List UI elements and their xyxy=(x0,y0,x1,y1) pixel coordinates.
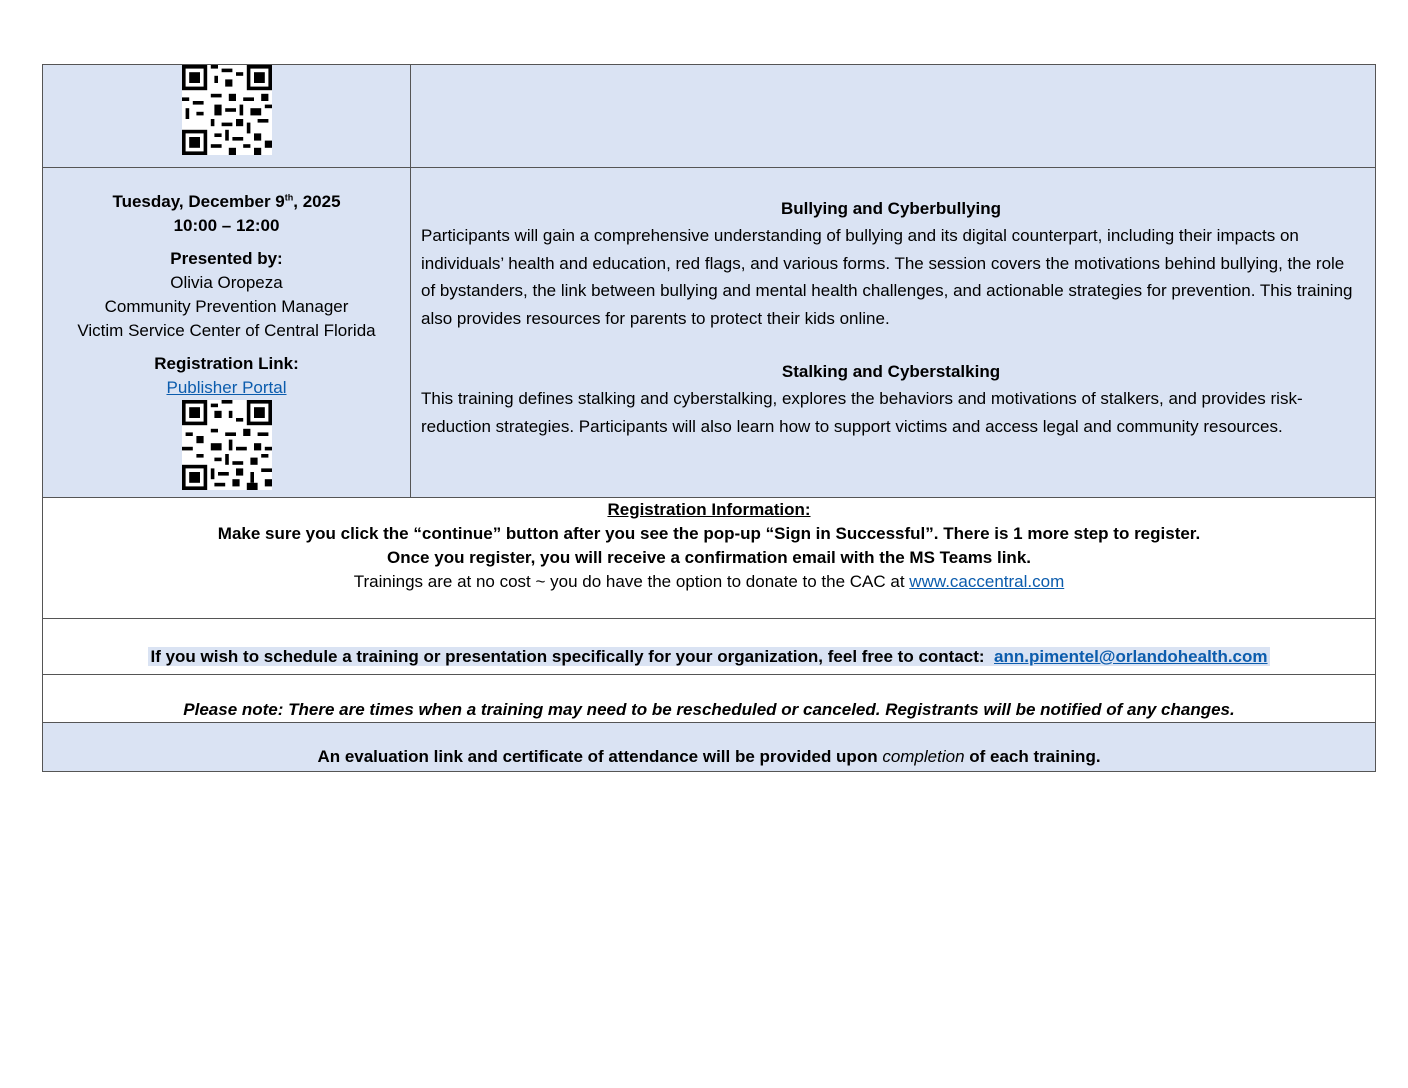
topic-title: Bullying and Cyberbullying xyxy=(780,199,1002,218)
evaluation-row xyxy=(42,723,1376,772)
topic-title: Stalking and Cyberstalking xyxy=(781,362,1001,381)
registration-instruction: Make sure you click the “continue” button after you see the pop-up “Sign in Successful”. There is 1 more step to register. xyxy=(217,524,1201,543)
caccentral-link[interactable]: www.caccentral.com xyxy=(909,572,1065,591)
note-row xyxy=(42,675,1376,723)
registration-confirmation: Once you register, you will receive a confirmation email with the MS Teams link. xyxy=(387,548,1031,567)
session-time: 10:00 – 12:00 xyxy=(173,216,280,235)
donation-note: Trainings are at no cost ~ you do have the option to donate to the CAC at www.caccentral.com xyxy=(353,572,1065,591)
qr-cell xyxy=(43,65,411,167)
contact-email-link[interactable]: ann.pimentel@orlandohealth.com xyxy=(994,647,1268,666)
qr-code-icon[interactable] xyxy=(182,65,272,155)
session-date: Tuesday, December 9th, 2025 xyxy=(112,192,341,211)
registration-info-row xyxy=(42,498,1376,619)
training-schedule-table xyxy=(42,64,1376,772)
registration-link-label: Registration Link: xyxy=(154,354,299,373)
reschedule-note: Please note: There are times when a training may need to be rescheduled or canceled. Registrants will be notified of any changes. xyxy=(183,700,1235,719)
session-description-cell xyxy=(411,168,1375,497)
topic-description: Participants will gain a comprehensive understanding of bullying and its digital counterpart, including their impacts on individuals’ health and education, red flags, and various forms. The session covers the motivations behind bullying, the role of bystanders, the link between bullying and mental health challenges, and actionable strategies for prevention. This training also provides resources for parents to protect their kids online. xyxy=(421,226,1353,328)
empty-cell xyxy=(411,65,1375,167)
presented-by-label: Presented by: xyxy=(170,249,283,268)
session-info-cell xyxy=(43,168,411,497)
registration-info-heading: Registration Information: xyxy=(607,500,811,519)
table-row xyxy=(42,64,1376,168)
table-row xyxy=(42,168,1376,498)
publisher-portal-link[interactable]: Publisher Portal xyxy=(166,378,287,397)
contact-text: If you wish to schedule a training or presentation specifically for your organization, feel free to contact: ann.pimentel@orlandohealth.com xyxy=(150,647,1268,666)
presenter-title: Community Prevention Manager xyxy=(104,297,349,316)
topic-description: This training defines stalking and cyberstalking, explores the behaviors and motivations of stalkers, and provides risk-reduction strategies. Participants will also learn how to support victims and access legal and community resources. xyxy=(421,389,1303,436)
presenter-org: Victim Service Center of Central Florida xyxy=(77,321,376,340)
evaluation-note: An evaluation link and certificate of attendance will be provided upon completion of each training. xyxy=(317,747,1101,766)
contact-row xyxy=(42,619,1376,675)
presenter-name: Olivia Oropeza xyxy=(170,273,283,292)
qr-code-icon[interactable] xyxy=(182,400,272,490)
